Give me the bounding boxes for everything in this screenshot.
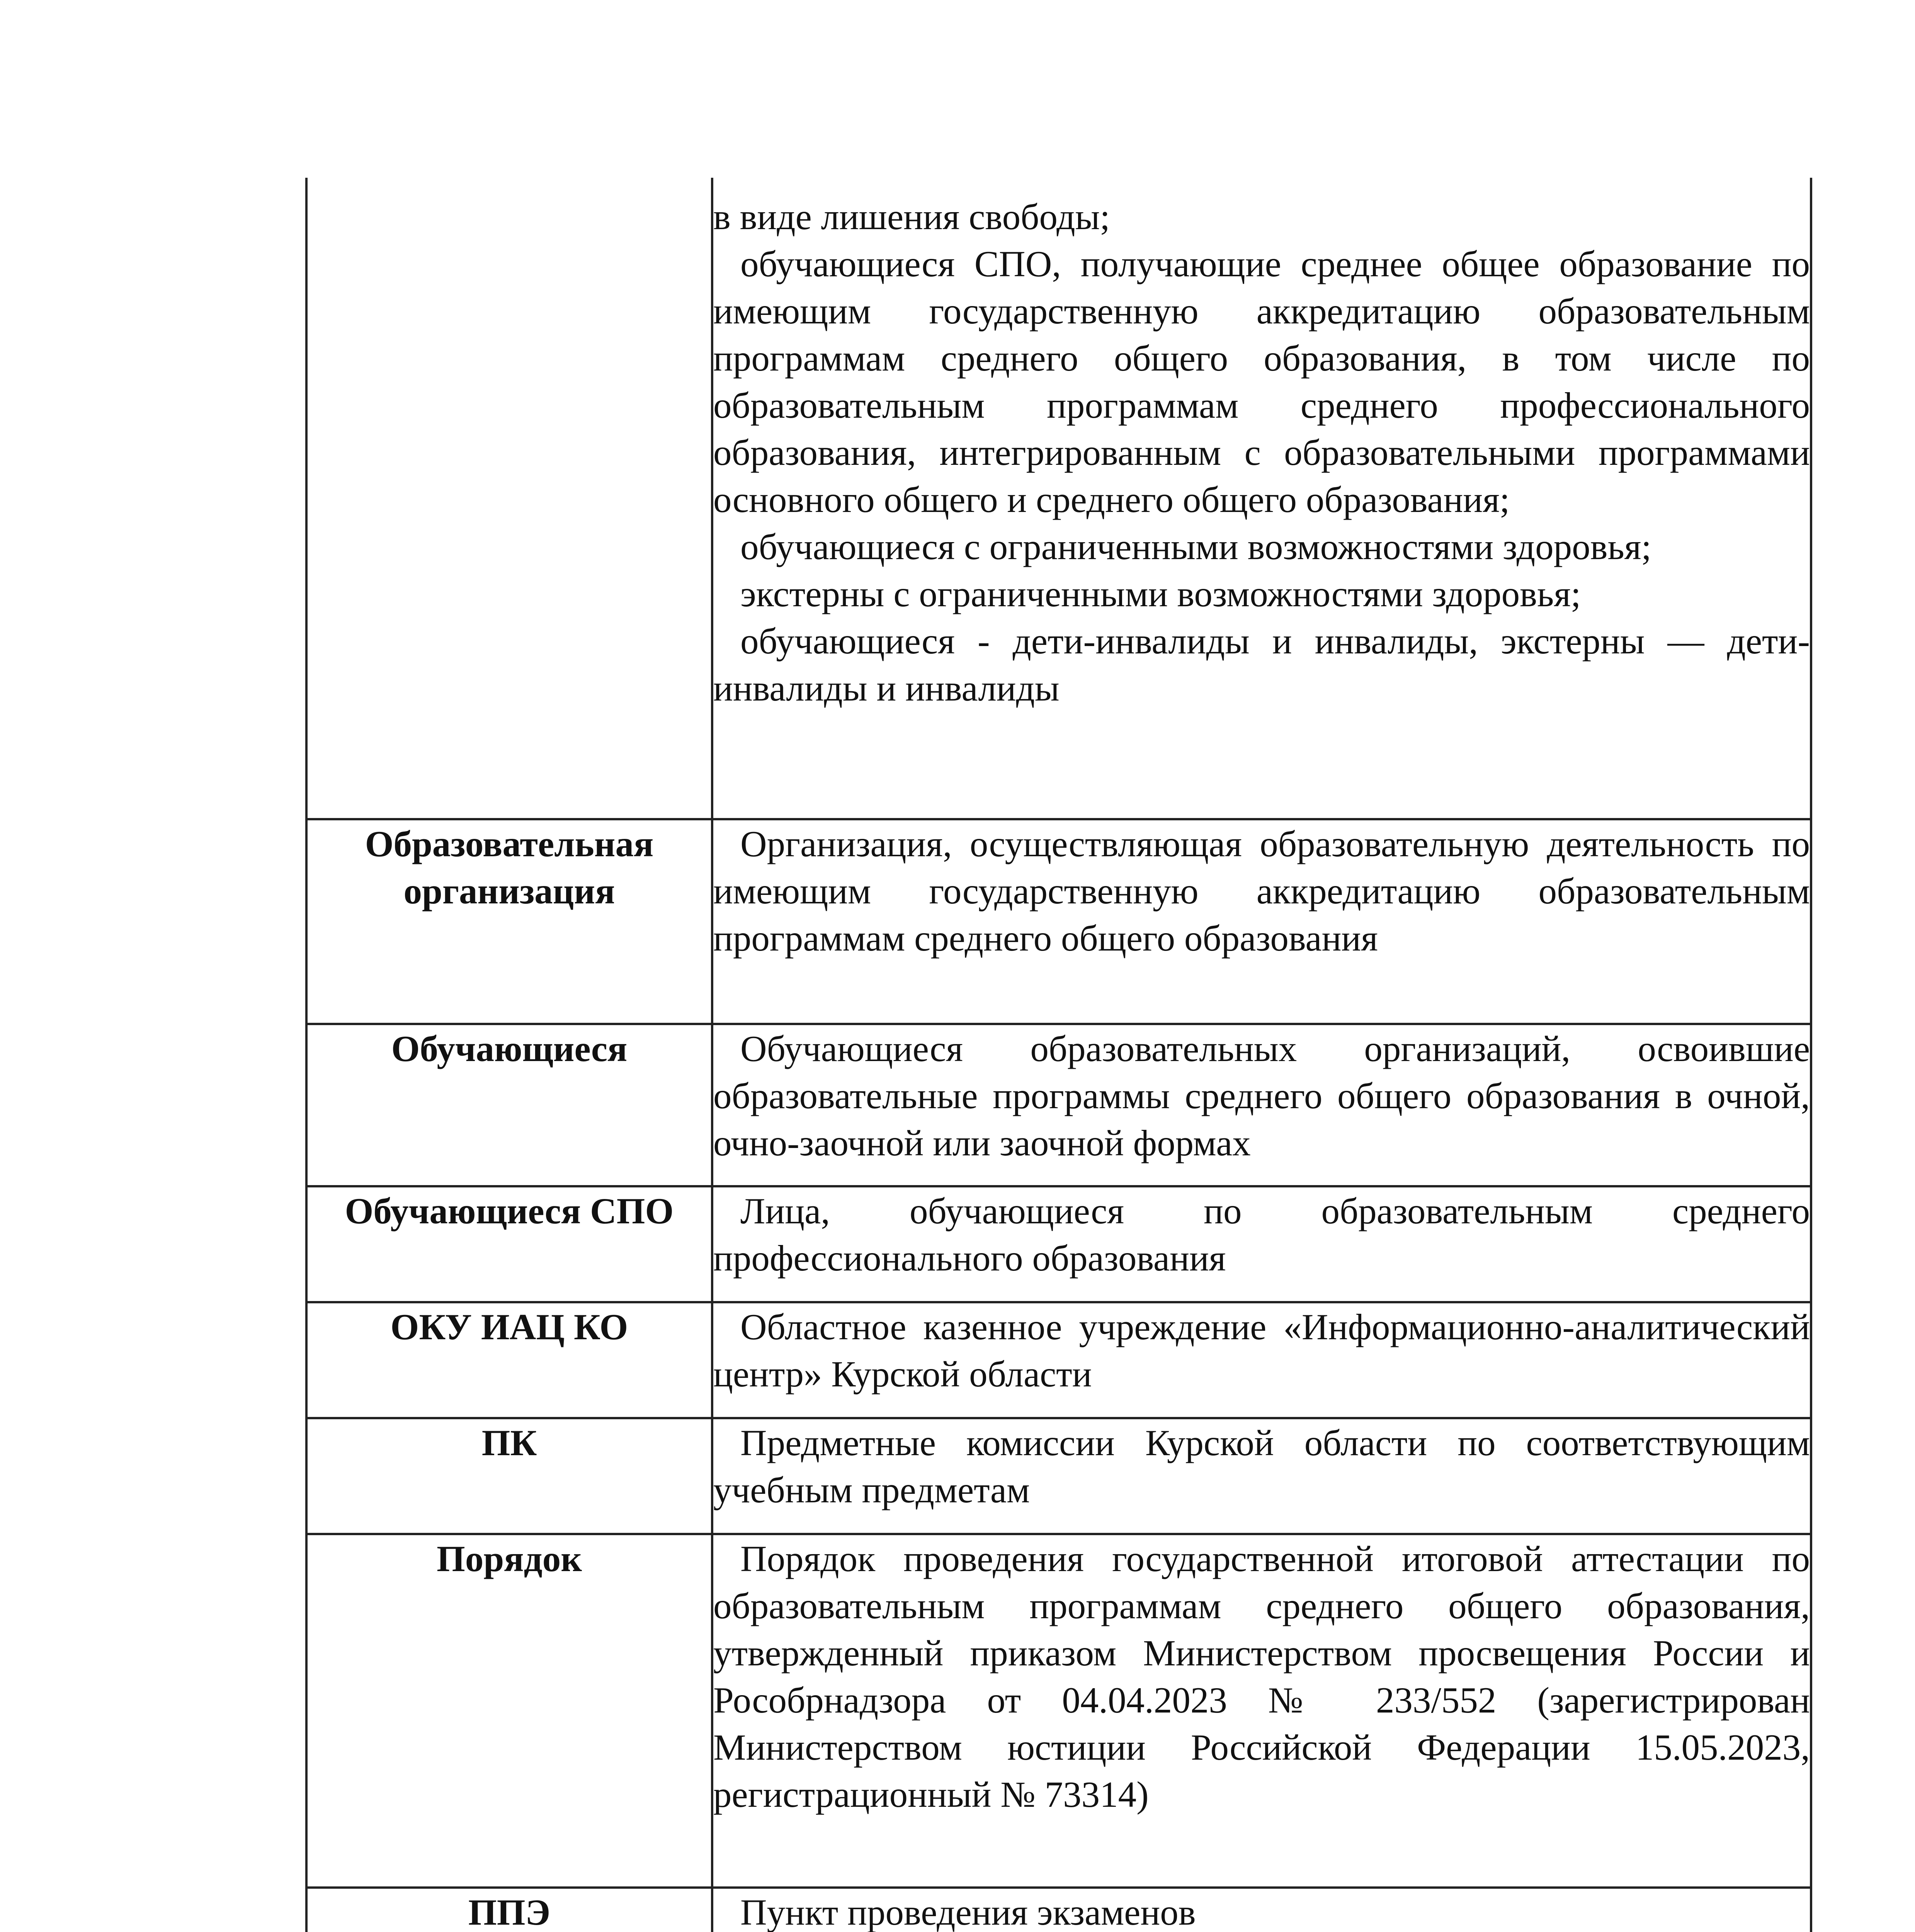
definition-text: Предметные комиссии Курской области по соответствующим учебным предметам [713,1422,1810,1510]
definition-cell [712,819,1811,1024]
definition-cell [712,1302,1811,1418]
term-cell: ППЭ [306,1888,712,1932]
term-cell: ОКУ ИАЦ КО [306,1302,712,1418]
definition-cell [712,1186,1811,1302]
definition-cell [712,1888,1811,1932]
definition-text: Порядок проведения государственной итоговой аттестации по образовательным программам среднего общего образования, утвержденный приказом Министерством просвещения России и Рособрнадзора от 04.04.2023 № 233/552 (зарегистрирован Министерством юстиции Российской Федерации 15.05.2023, регистрационный № 73314) [713,1538,1810,1815]
definition-cell [712,1534,1811,1888]
continuation-line: обучающиеся СПО, получающие среднее общее образование по имеющим государственную аккредитацию образовательным программам среднего общего образования, в том числе по образовательным программам среднего профессионального образования, интегрированным с образовательными программами основного общего и среднего общего образования; [713,243,1810,520]
table-row-continuation [306,178,1811,819]
continuation-line: в виде лишения свободы; [713,196,1110,237]
table-row [306,819,1811,1024]
table-row [306,1418,1811,1534]
term-cell: ПК [306,1418,712,1534]
definition-text: Лица, обучающиеся по образовательным среднего профессионального образования [713,1190,1810,1279]
term-cell: Обучающиеся [306,1024,712,1186]
table-row [306,1534,1811,1888]
definition-text: Пункт проведения экзаменов [740,1892,1196,1932]
definition-text: Организация, осуществляющая образовательную деятельность по имеющим государственную аккредитацию образовательным программам среднего общего образования [713,823,1810,959]
continuation-line: обучающиеся - дети-инвалиды и инвалиды, экстерны — дети-инвалиды и инвалиды [713,621,1810,709]
definitions-table [305,178,1812,1932]
term-cell-empty [306,178,712,819]
definition-text: Обучающиеся образовательных организаций, освоившие образовательные программы среднего общего образования в очной, очно-заочной или заочной формах [713,1028,1810,1163]
term-cell: Обучающиеся СПО [306,1186,712,1302]
definition-cell [712,1024,1811,1186]
term-cell: Образовательная организация [306,819,712,1024]
definition-cell [712,178,1811,819]
continuation-line: экстерны с ограниченными возможностями здоровья; [740,573,1581,614]
table-row [306,1186,1811,1302]
continuation-line: обучающиеся с ограниченными возможностями здоровья; [740,526,1651,567]
table-row [306,1888,1811,1932]
term-cell: Порядок [306,1534,712,1888]
definition-text: Областное казенное учреждение «Информационно-аналитический центр» Курской области [713,1306,1810,1395]
table-row [306,1302,1811,1418]
definition-cell [712,1418,1811,1534]
table-row [306,1024,1811,1186]
